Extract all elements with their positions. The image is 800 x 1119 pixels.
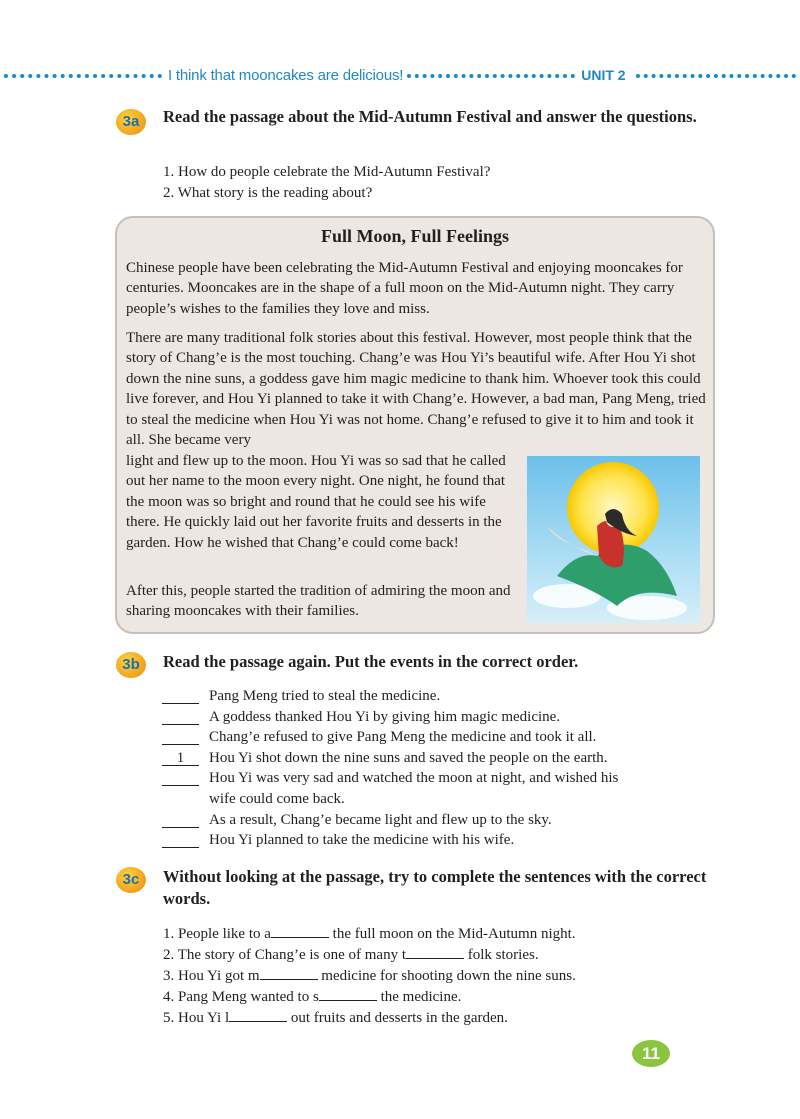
answer-blank[interactable]: 1	[162, 748, 199, 766]
reading-paragraph-3: light and flew up to the moon. Hou Yi was so sad that he called out her name to the moon every night. One night, he found that the moon was so bright and round that he could see his wife there. He quickly laid out her favorite fruits and desserts in the garden. How he wished that Chang’e could come back!	[126, 453, 506, 551]
event-item: A goddess thanked Hou Yi by giving him magic medicine.	[162, 707, 560, 732]
answer-blank[interactable]	[162, 768, 199, 786]
event-item: As a result, Chang’e became light and flew up to the sky.	[162, 810, 552, 835]
question-1: 1. How do people celebrate the Mid-Autumn Festival?	[163, 164, 491, 180]
reading-paragraph-4: After this, people started the tradition of admiring the moon and sharing mooncakes with their families.	[126, 583, 511, 620]
event-item-continuation: wife could come back.	[209, 791, 345, 807]
header-title: I think that mooncakes are delicious!	[168, 66, 404, 84]
fill-blank[interactable]	[271, 922, 329, 938]
event-item: Hou Yi planned to take the medicine with his wife.	[162, 830, 514, 855]
change-moon-illustration	[527, 456, 700, 623]
question-2: 2. What story is the reading about?	[163, 185, 373, 201]
event-item: Chang’e refused to give Pang Meng the medicine and took it all.	[162, 727, 596, 752]
answer-blank[interactable]	[162, 810, 199, 828]
header-dots-left	[4, 74, 162, 78]
badge-3c: 3c	[116, 867, 146, 893]
page-number: 11	[632, 1040, 670, 1067]
sentence-item: 1. People like to a the full moon on the Mid-Autumn night.	[163, 922, 576, 945]
sentence-item: 4. Pang Meng wanted to s the medicine.	[163, 985, 461, 1008]
answer-blank[interactable]	[162, 830, 199, 848]
event-item: Hou Yi was very sad and watched the moon at night, and wished his	[162, 768, 618, 793]
header-unit: UNIT 2	[581, 67, 626, 83]
fill-blank[interactable]	[406, 943, 464, 959]
instruction-3a: Read the passage about the Mid-Autumn Festival and answer the questions.	[163, 107, 697, 126]
instruction-3b: Read the passage again. Put the events in the correct order.	[163, 652, 579, 671]
reading-title: Full Moon, Full Feelings	[320, 226, 509, 246]
fill-blank[interactable]	[260, 964, 318, 980]
instruction-3c: Without looking at the passage, try to complete the sentences with the correct words.	[163, 867, 707, 908]
header-dots-right	[636, 74, 796, 78]
header-dots-mid	[407, 74, 575, 78]
reading-paragraph-2: There are many traditional folk stories about this festival. However, most people think that the story of Chang’e is the most touching. Chang’e was Hou Yi’s beautiful wife. After Hou Yi shot down the nine suns, a goddess gave him magic medicine to thank him. Whoever took this could live forever, and Hou Yi planned to take it with Chang’e. However, a bad man, Pang Meng, tried to steal the medicine when Hou Yi was not home. Chang’e refused to give it to him and took it all. She became very	[126, 330, 706, 449]
moon-goddess-icon	[527, 456, 700, 623]
fill-blank[interactable]	[319, 985, 377, 1001]
sentence-item: 5. Hou Yi l out fruits and desserts in the garden.	[163, 1006, 508, 1029]
reading-paragraph-1: Chinese people have been celebrating the Mid-Autumn Festival and enjoying mooncakes for centuries. Mooncakes are in the shape of a full moon on the Mid-Autumn night. They carry people’s wishes to the families they love and miss.	[126, 260, 683, 317]
fill-blank[interactable]	[229, 1006, 287, 1022]
sentence-item: 3. Hou Yi got m medicine for shooting down the nine suns.	[163, 964, 576, 987]
sentence-item: 2. The story of Chang’e is one of many t folk stories.	[163, 943, 539, 966]
event-item: 1 Hou Yi shot down the nine suns and saved the people on the earth.	[162, 748, 608, 769]
page-header	[0, 64, 800, 86]
answer-blank[interactable]	[162, 707, 199, 725]
event-item: Pang Meng tried to steal the medicine.	[162, 686, 440, 711]
badge-3a: 3a	[116, 109, 146, 135]
answer-blank[interactable]	[162, 686, 199, 704]
badge-3b: 3b	[116, 652, 146, 678]
answer-blank[interactable]	[162, 727, 199, 745]
